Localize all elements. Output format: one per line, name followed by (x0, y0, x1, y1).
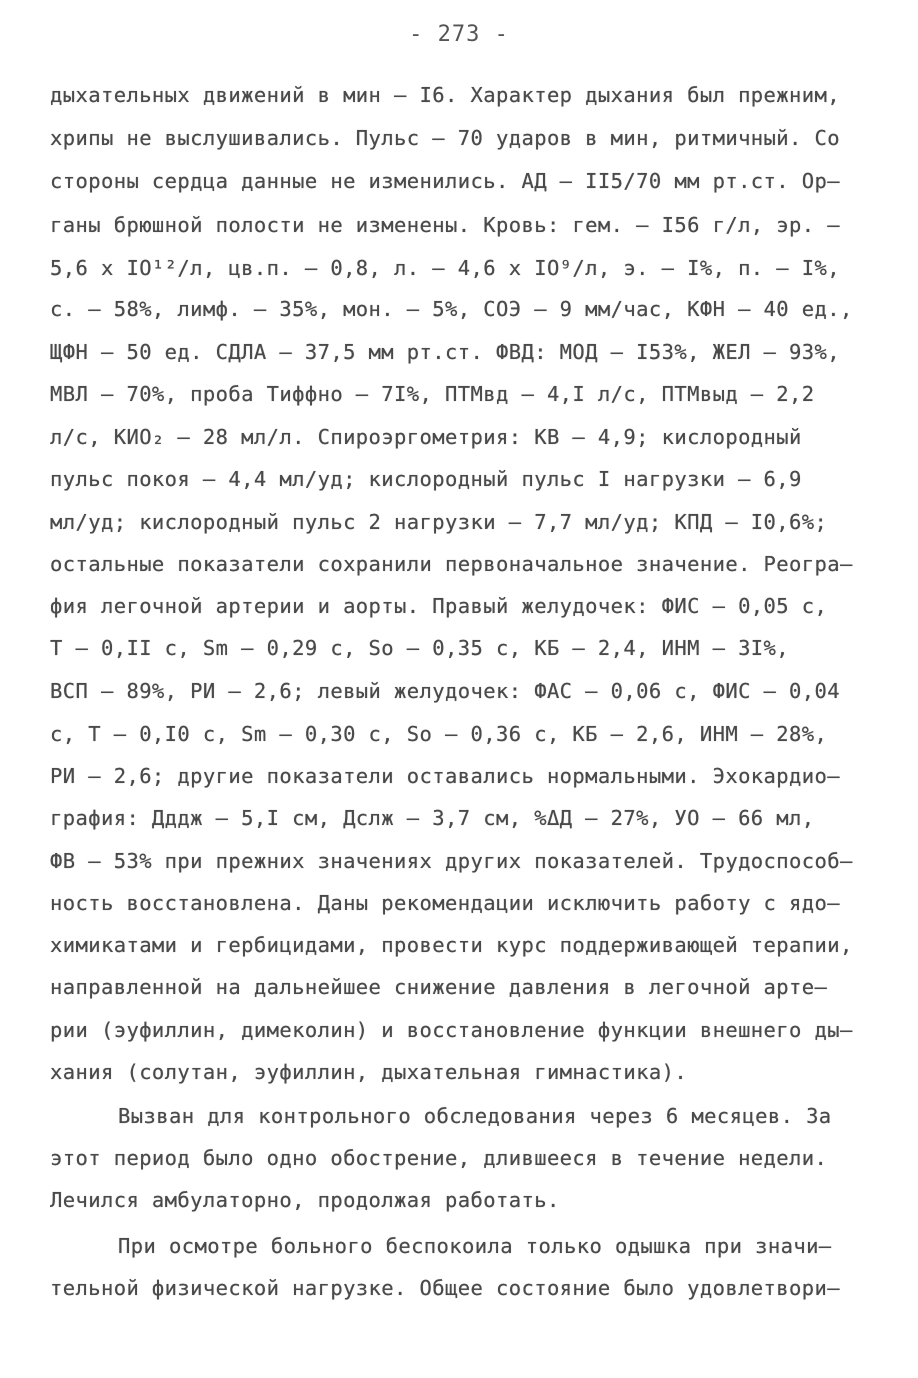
text-line: хания (солутан, эуфиллин, дыхательная гимнастика). (50, 1060, 688, 1084)
text-line: РИ – 2,6; другие показатели оставались нормальными. Эхокардио– (50, 764, 841, 788)
text-line: ганы брюшной полости не изменены. Кровь: гем. – I56 г/л, эр. – (50, 213, 841, 237)
text-line: ЩФН – 50 ед. СДЛА – 37,5 мм рт.ст. ФВД: МОД – I53%, ЖЕЛ – 93%, (50, 340, 841, 364)
text-line: Т – 0,II с, Sm – 0,29 с, So – 0,35 с, КБ – 2,4, ИНМ – 3I%, (50, 636, 790, 660)
text-line: 5,6 х IO¹²/л, цв.п. – 0,8, л. – 4,6 х IO⁹/л, э. – I%, п. – I%, (50, 256, 841, 280)
text-line: хрипы не выслушивались. Пульс – 70 ударов в мин, ритмичный. Со (50, 126, 841, 150)
text-line: рии (эуфиллин, димеколин) и восстановление функции внешнего ды– (50, 1018, 853, 1042)
text-line: При осмотре больного беспокоила только одышка при значи– (118, 1234, 832, 1258)
text-line: ВСП – 89%, РИ – 2,6; левый желудочек: ФАС – 0,06 с, ФИС – 0,04 (50, 679, 841, 703)
text-line: с. – 58%, лимф. – 35%, мон. – 5%, СОЭ – 9 мм/час, КФН – 40 ед., (50, 297, 853, 321)
text-line: МВЛ – 70%, проба Тиффно – 7I%, ПТМвд – 4,I л/с, ПТМвыд – 2,2 (50, 382, 815, 406)
text-line: пульс покоя – 4,4 мл/уд; кислородный пульс I нагрузки – 6,9 (50, 467, 802, 491)
page-number: - 273 - (409, 22, 509, 47)
text-line: графия: Дддж – 5,I см, Дслж – 3,7 см, %ΔД – 27%, УО – 66 мл, (50, 806, 815, 830)
text-line: ность восстановлена. Даны рекомендации исключить работу с ядо– (50, 891, 841, 915)
text-line: остальные показатели сохранили первоначальное значение. Реогра– (50, 552, 853, 576)
text-line: направленной на дальнейшее снижение давления в легочной арте– (50, 975, 828, 999)
text-line: дыхательных движений в мин – I6. Характер дыхания был прежним, (50, 83, 841, 107)
text-line: химикатами и гербицидами, провести курс поддерживающей терапии, (50, 933, 853, 957)
text-line: фия легочной артерии и аорты. Правый желудочек: ФИС – 0,05 с, (50, 594, 828, 618)
text-line: Вызван для контрольного обследования через 6 месяцев. За (118, 1104, 832, 1128)
text-line: Лечился амбулаторно, продолжая работать. (50, 1188, 560, 1212)
text-line: л/с, КИО₂ – 28 мл/л. Спироэргометрия: КВ – 4,9; кислородный (50, 425, 802, 449)
text-line: тельной физической нагрузке. Общее состояние было удовлетвори– (50, 1276, 841, 1300)
text-line: этот период было одно обострение, длившееся в течение недели. (50, 1146, 828, 1170)
text-line: с, Т – 0,I0 с, Sm – 0,30 с, So – 0,36 с, КБ – 2,6, ИНМ – 28%, (50, 722, 828, 746)
text-line: мл/уд; кислородный пульс 2 нагрузки – 7,7 мл/уд; КПД – I0,6%; (50, 510, 828, 534)
text-line: стороны сердца данные не изменились. АД – II5/70 мм рт.ст. Ор– (50, 169, 841, 193)
text-line: ФВ – 53% при прежних значениях других показателей. Трудоспособ– (50, 849, 853, 873)
